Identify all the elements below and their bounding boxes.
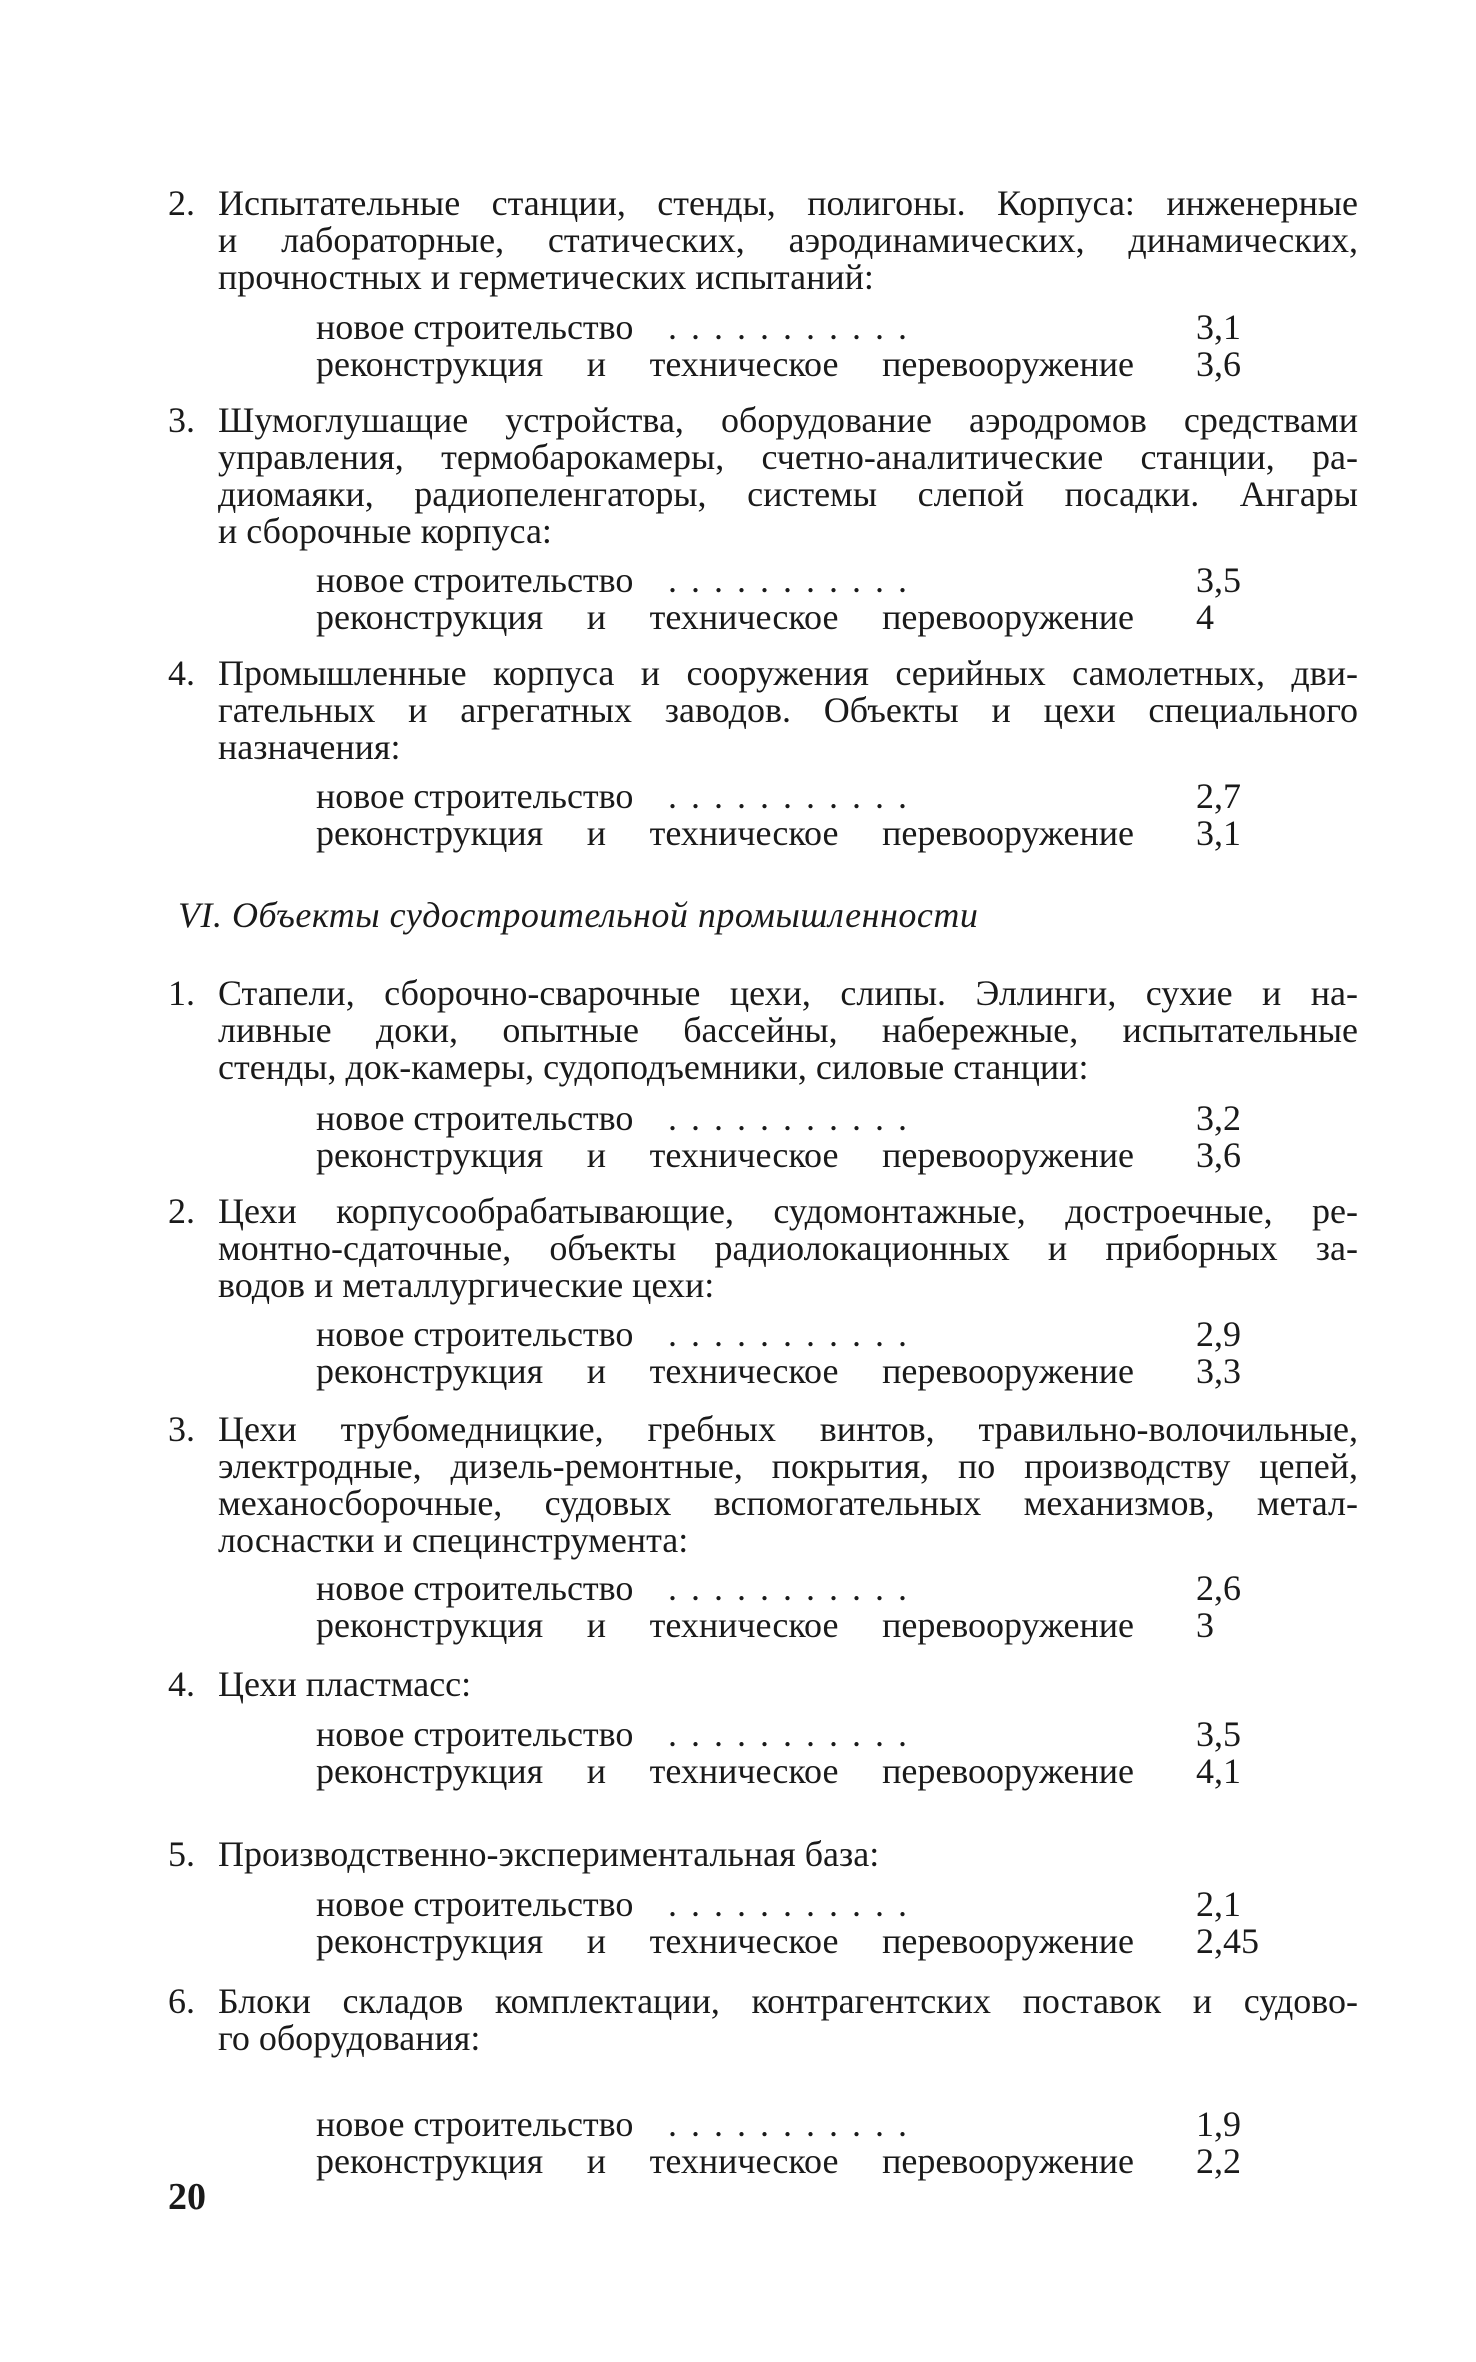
coefficient-value: 3,5 bbox=[1196, 560, 1241, 600]
item-number: 1. bbox=[168, 973, 195, 1013]
description-line: стенды, док-камеры, судоподъемники, силовые станции: bbox=[218, 1047, 1089, 1087]
coefficient-value: 4 bbox=[1196, 597, 1214, 637]
coefficient-row-new-construction bbox=[316, 562, 1276, 599]
row-label: новое строительство bbox=[316, 1884, 634, 1924]
item-number: 4. bbox=[168, 1664, 195, 1704]
row-label-word: реконструкция bbox=[316, 813, 544, 853]
row-label-word: перевооружение bbox=[882, 2141, 1134, 2181]
list-item bbox=[168, 402, 1358, 550]
description-line: Промышленные корпуса и сооружения серийных самолетных, дви- bbox=[218, 653, 1358, 693]
section-heading: VI. Объекты судостроительной промышленности bbox=[178, 895, 979, 935]
row-label-word: и bbox=[586, 1605, 607, 1645]
description-line: Блоки складов комплектации, контрагентских поставок и судово- bbox=[218, 1981, 1358, 2021]
list-item bbox=[168, 1193, 1358, 1304]
dot-leader: ........... bbox=[668, 1098, 921, 1138]
coefficient-value: 3,2 bbox=[1196, 1098, 1241, 1138]
item-description bbox=[218, 1836, 1358, 1873]
description-line: лоснастки и специнструмента: bbox=[218, 1520, 689, 1560]
coefficient-value: 1,9 bbox=[1196, 2104, 1241, 2144]
row-label-word: перевооружение bbox=[882, 1605, 1134, 1645]
description-line: ливные доки, опытные бассейны, набережные, испытательные bbox=[218, 1010, 1358, 1050]
description-line: и лабораторные, статических, аэродинамических, динамических, bbox=[218, 220, 1358, 260]
item-description bbox=[218, 975, 1358, 1086]
description-line: назначения: bbox=[218, 727, 401, 767]
row-label-word: реконструкция bbox=[316, 597, 544, 637]
coefficient-value: 2,6 bbox=[1196, 1568, 1241, 1608]
description-line: Шумоглушащие устройства, оборудование аэродромов средствами bbox=[218, 400, 1358, 440]
row-label bbox=[316, 599, 1134, 636]
dot-leader: ........... bbox=[668, 1568, 921, 1608]
coefficient-row-new-construction bbox=[316, 2106, 1276, 2143]
item-description bbox=[218, 1983, 1358, 2057]
coefficient-value: 2,1 bbox=[1196, 1884, 1241, 1924]
dot-leader: ........... bbox=[668, 1714, 921, 1754]
row-label: новое строительство bbox=[316, 1314, 634, 1354]
row-label-word: перевооружение bbox=[882, 344, 1134, 384]
item-number: 5. bbox=[168, 1834, 195, 1874]
row-label-word: перевооружение bbox=[882, 597, 1134, 637]
row-label-word: и bbox=[586, 1751, 607, 1791]
row-label-word: техническое bbox=[649, 1751, 839, 1791]
description-line: Стапели, сборочно-сварочные цехи, слипы. Эллинги, сухие и на- bbox=[218, 973, 1358, 1013]
row-label bbox=[316, 1923, 1134, 1960]
list-item bbox=[168, 1983, 1358, 2057]
coefficient-row-new-construction bbox=[316, 1570, 1276, 1607]
item-number: 2. bbox=[168, 183, 195, 223]
row-label bbox=[316, 2143, 1134, 2180]
coefficient-row-reconstruction bbox=[316, 1353, 1276, 1390]
row-label-word: перевооружение bbox=[882, 813, 1134, 853]
row-label: новое строительство bbox=[316, 776, 634, 816]
dot-leader: ........... bbox=[668, 1884, 921, 1924]
row-label bbox=[316, 346, 1134, 383]
coefficient-value: 2,9 bbox=[1196, 1314, 1241, 1354]
row-label-word: перевооружение bbox=[882, 1921, 1134, 1961]
coefficient-row-new-construction bbox=[316, 1100, 1276, 1137]
row-label-word: реконструкция bbox=[316, 1135, 544, 1175]
coefficient-row-reconstruction bbox=[316, 2143, 1276, 2180]
coefficient-value: 3,6 bbox=[1196, 1135, 1241, 1175]
row-label-word: и bbox=[586, 2141, 607, 2181]
coefficient-row-new-construction bbox=[316, 1716, 1276, 1753]
row-label: новое строительство bbox=[316, 560, 634, 600]
page-number: 20 bbox=[168, 2176, 206, 2218]
coefficient-value: 3,1 bbox=[1196, 813, 1241, 853]
row-label-word: техническое bbox=[649, 813, 839, 853]
coefficient-value: 3 bbox=[1196, 1605, 1214, 1645]
coefficient-row-reconstruction bbox=[316, 1607, 1276, 1644]
description-line: диомаяки, радиопеленгаторы, системы слепой посадки. Ангары bbox=[218, 474, 1358, 514]
dot-leader: ........... bbox=[668, 560, 921, 600]
list-item bbox=[168, 1411, 1358, 1559]
item-description bbox=[218, 1193, 1358, 1304]
row-label-word: и bbox=[586, 344, 607, 384]
row-label-word: техническое bbox=[649, 1605, 839, 1645]
row-label bbox=[316, 1137, 1134, 1174]
coefficient-row-reconstruction bbox=[316, 1137, 1276, 1174]
description-line: Цехи трубомедницкие, гребных винтов, травильно-волочильные, bbox=[218, 1409, 1358, 1449]
row-label-word: и bbox=[586, 1921, 607, 1961]
row-label bbox=[316, 1607, 1134, 1644]
description-line: электродные, дизель-ремонтные, покрытия, по производству цепей, bbox=[218, 1446, 1358, 1486]
item-description bbox=[218, 402, 1358, 550]
row-label-word: техническое bbox=[649, 597, 839, 637]
row-label-word: реконструкция bbox=[316, 1351, 544, 1391]
row-label-word: реконструкция bbox=[316, 1751, 544, 1791]
item-number: 6. bbox=[168, 1981, 195, 2021]
coefficient-row-reconstruction bbox=[316, 1923, 1276, 1960]
item-description bbox=[218, 1411, 1358, 1559]
row-label: новое строительство bbox=[316, 307, 634, 347]
row-label: новое строительство bbox=[316, 1098, 634, 1138]
coefficient-value: 2,7 bbox=[1196, 776, 1241, 816]
row-label-word: реконструкция bbox=[316, 2141, 544, 2181]
row-label: новое строительство bbox=[316, 1568, 634, 1608]
row-label-word: техническое bbox=[649, 1921, 839, 1961]
item-description bbox=[218, 1666, 1358, 1703]
item-number: 3. bbox=[168, 1409, 195, 1449]
row-label-word: реконструкция bbox=[316, 1605, 544, 1645]
list-item bbox=[168, 975, 1358, 1086]
list-item bbox=[168, 1666, 1358, 1703]
list-item bbox=[168, 185, 1358, 296]
row-label-word: и bbox=[586, 813, 607, 853]
coefficient-row-new-construction bbox=[316, 778, 1276, 815]
description-line: механосборочные, судовых вспомогательных механизмов, метал- bbox=[218, 1483, 1358, 1523]
row-label-word: и bbox=[586, 1135, 607, 1175]
row-label-word: и bbox=[586, 1351, 607, 1391]
coefficient-row-new-construction bbox=[316, 309, 1276, 346]
description-line: водов и металлургические цехи: bbox=[218, 1265, 715, 1305]
coefficient-row-reconstruction bbox=[316, 1753, 1276, 1790]
coefficient-row-new-construction bbox=[316, 1316, 1276, 1353]
row-label-word: перевооружение bbox=[882, 1135, 1134, 1175]
description-line: управления, термобарокамеры, счетно-аналитические станции, ра- bbox=[218, 437, 1358, 477]
row-label: новое строительство bbox=[316, 2104, 634, 2144]
description-line: монтно-сдаточные, объекты радиолокационных и приборных за- bbox=[218, 1228, 1358, 1268]
coefficient-value: 3,3 bbox=[1196, 1351, 1241, 1391]
coefficient-row-reconstruction bbox=[316, 346, 1276, 383]
row-label-word: техническое bbox=[649, 1351, 839, 1391]
item-description bbox=[218, 185, 1358, 296]
row-label-word: техническое bbox=[649, 344, 839, 384]
description-line: гательных и агрегатных заводов. Объекты и цехи специального bbox=[218, 690, 1358, 730]
coefficient-row-reconstruction bbox=[316, 599, 1276, 636]
list-item bbox=[168, 655, 1358, 766]
dot-leader: ........... bbox=[668, 1314, 921, 1354]
row-label-word: перевооружение bbox=[882, 1351, 1134, 1391]
row-label-word: реконструкция bbox=[316, 1921, 544, 1961]
row-label bbox=[316, 815, 1134, 852]
list-item bbox=[168, 1836, 1358, 1873]
description-line: Испытательные станции, стенды, полигоны. Корпуса: инженерные bbox=[218, 183, 1358, 223]
row-label-word: и bbox=[586, 597, 607, 637]
coefficient-value: 2,45 bbox=[1196, 1921, 1259, 1961]
description-line: го оборудования: bbox=[218, 2018, 481, 2058]
row-label bbox=[316, 1753, 1134, 1790]
dot-leader: ........... bbox=[668, 2104, 921, 2144]
row-label: новое строительство bbox=[316, 1714, 634, 1754]
coefficient-value: 3,1 bbox=[1196, 307, 1241, 347]
description-line: Цехи пластмасс: bbox=[218, 1664, 472, 1704]
description-line: и сборочные корпуса: bbox=[218, 511, 552, 551]
coefficient-row-reconstruction bbox=[316, 815, 1276, 852]
description-line: прочностных и герметических испытаний: bbox=[218, 257, 874, 297]
dot-leader: ........... bbox=[668, 307, 921, 347]
item-number: 3. bbox=[168, 400, 195, 440]
coefficient-row-new-construction bbox=[316, 1886, 1276, 1923]
description-line: Производственно-экспериментальная база: bbox=[218, 1834, 880, 1874]
coefficient-value: 2,2 bbox=[1196, 2141, 1241, 2181]
coefficient-value: 4,1 bbox=[1196, 1751, 1241, 1791]
row-label-word: реконструкция bbox=[316, 344, 544, 384]
coefficient-value: 3,5 bbox=[1196, 1714, 1241, 1754]
dot-leader: ........... bbox=[668, 776, 921, 816]
item-description bbox=[218, 655, 1358, 766]
description-line: Цехи корпусообрабатывающие, судомонтажные, достроечные, ре- bbox=[218, 1191, 1358, 1231]
item-number: 2. bbox=[168, 1191, 195, 1231]
row-label-word: перевооружение bbox=[882, 1751, 1134, 1791]
row-label-word: техническое bbox=[649, 1135, 839, 1175]
coefficient-value: 3,6 bbox=[1196, 344, 1241, 384]
item-number: 4. bbox=[168, 653, 195, 693]
row-label-word: техническое bbox=[649, 2141, 839, 2181]
row-label bbox=[316, 1353, 1134, 1390]
